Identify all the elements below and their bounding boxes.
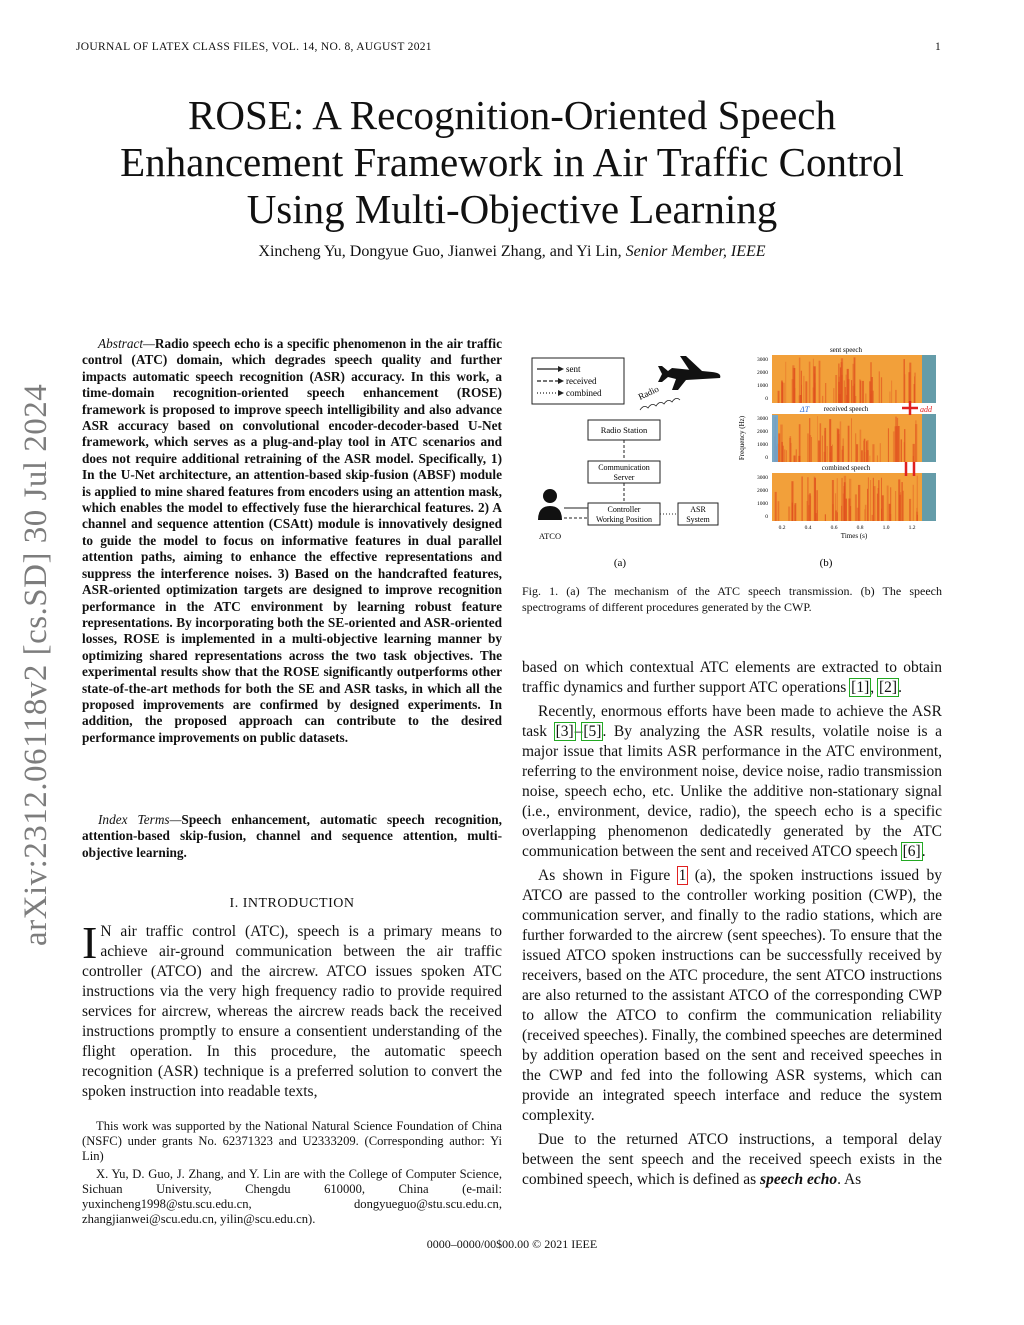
figure-label-b: (b): [819, 557, 833, 569]
spec-title-combined: combined speech: [821, 464, 871, 472]
radio-label: Radio: [636, 383, 661, 402]
delay-marker: [772, 415, 778, 462]
title-line-1: ROSE: A Recognition-Oriented Speech: [188, 92, 836, 138]
p4-text-a: Due to the returned ATCO instructions, a temporal delay between the sent speech and the received speech exists in the combined speech, which is defined as: [522, 1131, 942, 1188]
cwp-label-1: Controller: [607, 505, 641, 514]
y-tick-label: 0: [765, 396, 768, 402]
page-number: 1: [935, 41, 941, 53]
footnotes: [82, 1119, 502, 1230]
paragraph-3: [522, 866, 942, 1126]
figure-label-a: (a): [613, 557, 627, 569]
asr-label-2: System: [686, 515, 710, 524]
paragraph-1: [522, 658, 942, 698]
p1-sep: ,: [870, 679, 878, 696]
y-tick-label: 1000: [757, 383, 768, 389]
spectrogram-combined: [772, 473, 936, 521]
intro-text: air traffic control (ATC), speech is a primary means to achieve air-ground communication between the air traffic controller (ATCO) and the aircrew. ATCO issues spoken ATC instructions via the very high frequency radio to provide required services for aircrew, whereas the aircrew reads back the received instructions promptly to ensure a consentient understanding of the flight operation. In this procedure, the automatic speech recognition (ASR) technique is a preferred solution to convert the spoken instruction into readable texts,: [82, 923, 502, 1100]
author-list: [80, 243, 944, 261]
x-axis-label: Times (s): [840, 532, 868, 540]
y-axis-label: Frequency (Hz): [738, 415, 746, 461]
paragraph-2: [522, 702, 942, 862]
abstract: [82, 336, 502, 746]
p2-end: .: [921, 843, 926, 860]
p2-text-a: Recently, enormous efforts have been made to achieve the ASR task: [522, 703, 942, 740]
figure-ref-1[interactable]: 1: [678, 867, 687, 884]
x-tick-label: 1.0: [882, 525, 890, 531]
speech-echo-term: speech echo: [760, 1171, 838, 1188]
y-tick-label: 1000: [757, 501, 768, 507]
legend-received: received: [566, 376, 597, 386]
comm-server-label-2: Server: [613, 473, 635, 482]
spec-title-sent: sent speech: [829, 346, 863, 354]
atco-person-icon: [538, 489, 562, 520]
footnote-funding: This work was supported by the National Natural Science Foundation of China (NSFC) under grants No. 62371323 and U2333209. (Corresponding author: Yi Lin): [82, 1119, 502, 1163]
legend-sent: sent: [566, 364, 581, 374]
add-label: add: [920, 405, 932, 414]
copyright-footer: 0000–0000/00$00.00 © 2021 IEEE: [426, 1237, 598, 1251]
x-tick-label: 1.2: [908, 525, 916, 531]
x-tick-label: 0.4: [804, 525, 812, 531]
p2-text-b: . By analyzing the ASR results, volatile noise is a major issue that limits ASR performance in the ATC environment, referring to the environment noise, device noise, radio transmission noise, speech echo, etc. Unlike the additive non-stationary signal (i.e., environment, device, radio), the speech echo is a specific overlapping phenomenon dedicatedly generated by the ATC communication between the sent and received ATCO speech: [522, 723, 942, 860]
x-tick-label: 0.8: [856, 525, 864, 531]
intro-first-word: N: [100, 923, 112, 940]
p3-text-a: As shown in Figure: [538, 867, 678, 884]
p3-text-b: (a), the spoken instructions issued by ATCO are passed to the controller working position (CWP), the communication server, and finally to the radio stations, which are further forwarded to the aircrew (sent speeches). To ensure that the issued ATCO spoken instructions can be successfully received by receivers, based on the ATC procedure, the sent ATCO instructions are also returned to the assistant ATCO of the corresponding CWP to allow the ATCO to confirm the communication reliability (received speeches). Finally, the combined speeches are determined by addition operation based on the sent and received speeches in the CWP and fed into the following ASR systems, which can provide an integrated speech interface and reduce the system complexity.: [522, 867, 942, 1124]
x-tick-label: 0.6: [830, 525, 838, 531]
x-tick-labels: [779, 525, 916, 531]
comm-server-label-1: Communication: [598, 463, 650, 472]
p2-dash: –: [574, 723, 583, 740]
figure-1: [522, 338, 944, 574]
dropcap: I: [82, 917, 98, 968]
y-tick-label: 3000: [757, 357, 768, 363]
paragraph-4: [522, 1130, 942, 1190]
citation-3[interactable]: [3]: [555, 723, 574, 740]
y-tick-labels: [757, 357, 768, 520]
y-tick-label: 0: [765, 514, 768, 520]
y-tick-label: 2000: [757, 488, 768, 494]
author-role: Senior Member, IEEE: [625, 243, 766, 260]
y-tick-label: 0: [765, 455, 768, 461]
title-line-3: Using Multi-Objective Learning: [246, 186, 778, 232]
delta-t-label: ΔT: [800, 405, 810, 414]
section-heading-introduction: I. INTRODUCTION: [229, 896, 355, 911]
abstract-text: Radio speech echo is a specific phenomenon in the air traffic control (ATC) domain, which degrades speech quality and further impacts automatic speech recognition (ASR) accuracy. In this work, a time-domain recognition-oriented speech enhancement (ROSE) framework is proposed to improve speech intelligibility and also advance ASR accuracy based on convolutional encoder-decoder-based U-Net framework, which serves as a plug-and-play tool in ATC scenarios and does not require additional retraining of the ASR model. Specifically, 1) In the U-Net architecture, an attention-based skip-fusion (ABSF) module is applied to mine shared features from encoders using an attention mask, which enables the model to effectively fuse the hierarchical features. 2) A channel and sequence attention (CSAtt) module is innovatively designed to guide the model to focus on informative features in dual parallel attention paths, aiming to enhance the effective representations and suppress the interference noises. 3) Based on the handcrafted features, ASR-oriented optimization targets are designed to improve recognition performance in the ATC environment by learning robust feature representations. By incorporating both the SE-oriented and ASR-oriented losses, ROSE is implemented in a multi-objective learning manner by optimizing shared representations across the two task objectives. The experimental results show that the ROSE significantly outperforms other state-of-the-art methods for both the SE and ASR tasks, in which all the proposed improvements are confirmed by designed experiments. In addition, the proposed approach can contribute to the desired performance improvements on public datasets.: [82, 336, 502, 745]
x-tick-label: 0.2: [778, 525, 786, 531]
figure-caption: Fig. 1. (a) The mechanism of the ATC speech transmission. (b) The speech spectrograms of different procedures generated by the CWP.: [522, 584, 942, 614]
p4-text-b: . As: [837, 1171, 862, 1188]
atco-label: ATCO: [538, 531, 562, 541]
right-column-body: [522, 658, 942, 1194]
index-terms-text: Speech enhancement, automatic speech recognition, attention-based skip-fusion, channel and sequence attention, multi-objective learning.: [82, 812, 502, 860]
citation-5[interactable]: [5]: [583, 723, 602, 740]
abstract-lead: Abstract—: [98, 336, 155, 351]
y-tick-label: 3000: [757, 475, 768, 481]
index-terms-lead: Index Terms—: [98, 812, 182, 827]
footnote-affiliation: X. Yu, D. Guo, J. Zhang, and Y. Lin are with the College of Computer Science, Sichuan University, Chengdu 610000, China (e-mail: yuxincheng1998@stu.scu.edu.cn, dongyueguo@stu.scu.edu.cn, zhangjianwei@scu.edu.cn, yilin@scu.edu.cn).: [82, 1167, 502, 1226]
p1-text: based on which contextual ATC elements are extracted to obtain traffic dynamics and further support ATC operations: [522, 659, 942, 696]
y-tick-label: 2000: [757, 370, 768, 376]
index-terms: [82, 812, 502, 861]
citation-2[interactable]: [2]: [878, 679, 898, 696]
airplane-icon: [658, 356, 720, 390]
paper-title: [80, 92, 944, 233]
y-tick-label: 3000: [757, 416, 768, 422]
running-header: JOURNAL OF LATEX CLASS FILES, VOL. 14, NO. 8, AUGUST 2021: [76, 41, 432, 53]
radio-station-label: Radio Station: [600, 425, 648, 435]
plus-icon: [902, 401, 918, 415]
citation-6[interactable]: [6]: [902, 843, 921, 860]
title-line-2: Enhancement Framework in Air Traffic Control: [120, 139, 904, 185]
author-names: Xincheng Yu, Dongyue Guo, Jianwei Zhang, and Yi Lin,: [258, 243, 622, 260]
citation-1[interactable]: [1]: [851, 679, 870, 696]
y-tick-label: 2000: [757, 429, 768, 435]
radio-wave-icon: [640, 398, 680, 410]
arxiv-stamp: arXiv:2312.06118v2 [cs.SD] 30 Jul 2024: [18, 383, 54, 946]
intro-paragraph: [82, 917, 502, 1106]
y-tick-label: 1000: [757, 442, 768, 448]
legend-combined: combined: [566, 388, 602, 398]
spec-title-received: received speech: [823, 405, 869, 413]
cwp-label-2: Working Position: [595, 515, 653, 524]
asr-label-1: ASR: [690, 505, 706, 514]
p1-end: .: [898, 679, 902, 696]
